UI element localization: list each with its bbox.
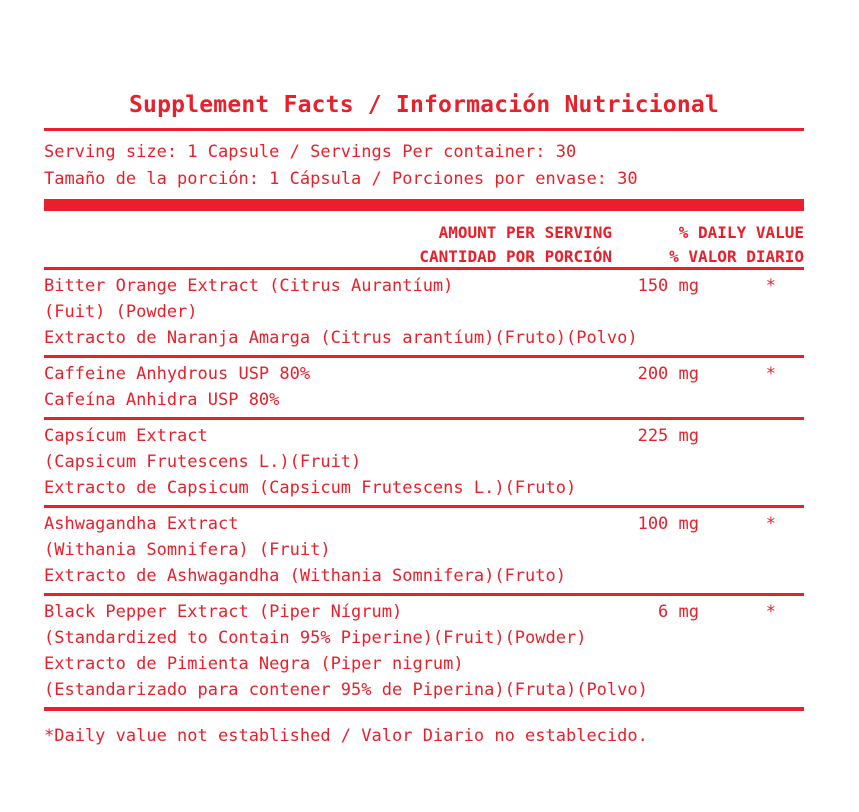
ingredient-row <box>44 508 804 593</box>
ingredient-amount: 225 mg <box>637 426 699 446</box>
footnote: *Daily value not established / Valor Diario no establecido. <box>44 726 648 746</box>
daily-value-header <box>669 221 804 269</box>
dv-header-en: % DAILY VALUE <box>678 223 804 242</box>
ingredient-daily-value: * <box>765 602 776 622</box>
ingredient-daily-value: * <box>765 514 776 534</box>
ingredient-name-line: Extracto de Naranja Amarga (Citrus arantíum)(Fruto)(Polvo) <box>44 328 638 348</box>
ingredient-name-line: Caffeine Anhydrous USP 80% <box>44 364 311 384</box>
ingredient-name-line: Extracto de Pimienta Negra (Piper nigrum) <box>44 654 464 674</box>
ingredient-name-line: Ashwagandha Extract <box>44 514 239 534</box>
ingredient-amount: 100 mg <box>637 514 699 534</box>
ingredient-name-line: Capsícum Extract <box>44 426 208 446</box>
ingredient-name-line: (Standardized to Contain 95% Piperine)(Fruit)(Powder) <box>44 628 587 648</box>
amount-header-en: AMOUNT PER SERVING <box>438 223 612 242</box>
ingredient-row <box>44 270 804 355</box>
ingredient-name-line: Bitter Orange Extract (Citrus Aurantíum) <box>44 276 454 296</box>
ingredient-name-line: Cafeína Anhidra USP 80% <box>44 390 280 410</box>
ingredient-list <box>44 270 804 711</box>
dv-header-es: % VALOR DIARIO <box>669 247 804 266</box>
ingredient-row <box>44 358 804 417</box>
serving-size-es: Tamaño de la porción: 1 Cápsula / Porciones por envase: 30 <box>44 169 638 189</box>
ingredient-daily-value: * <box>765 364 776 384</box>
serving-size-en: Serving size: 1 Capsule / Servings Per container: 30 <box>44 142 577 162</box>
column-header <box>44 211 804 267</box>
ingredient-row <box>44 420 804 505</box>
ingredient-name-line: (Estandarizado para contener 95% de Piperina)(Fruta)(Polvo) <box>44 680 648 700</box>
ingredient-name-line: Black Pepper Extract (Piper Nígrum) <box>44 602 403 622</box>
ingredient-row <box>44 596 804 707</box>
serving-divider <box>44 199 804 211</box>
ingredient-daily-value: * <box>765 276 776 296</box>
ingredient-name-line: Extracto de Capsicum (Capsicum Frutescens L.)(Fruto) <box>44 478 577 498</box>
amount-header-es: CANTIDAD POR PORCIÓN <box>419 247 612 266</box>
ingredient-name-line: (Fuit) (Powder) <box>44 302 198 322</box>
amount-per-serving-header <box>419 221 612 269</box>
panel-title: Supplement Facts / Información Nutricional <box>129 92 719 118</box>
ingredient-amount: 6 mg <box>658 602 699 622</box>
ingredient-name-line: Extracto de Ashwagandha (Withania Somnifera)(Fruto) <box>44 566 566 586</box>
ingredient-name-line: (Capsicum Frutescens L.)(Fruit) <box>44 452 362 472</box>
ingredient-amount: 150 mg <box>637 276 699 296</box>
ingredient-amount: 200 mg <box>637 364 699 384</box>
ingredient-name-line: (Withania Somnifera) (Fruit) <box>44 540 331 560</box>
supplement-facts-panel <box>44 88 804 749</box>
serving-info <box>44 131 804 199</box>
